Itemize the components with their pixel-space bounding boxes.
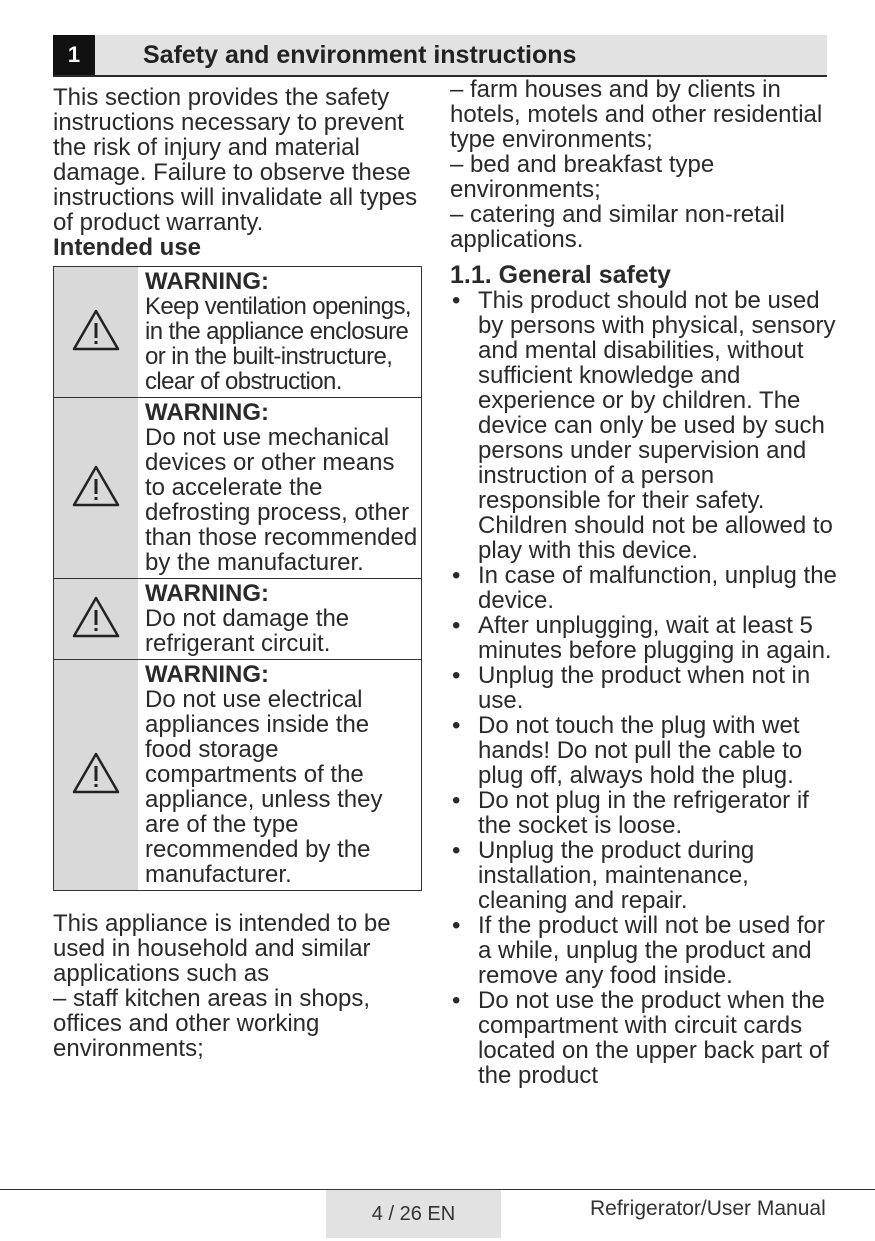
warning-title: WARNING:: [145, 661, 269, 688]
warning-text: Keep ventilation openings, in the appliance enclosure or in the built-instructure, clear of obstruction.: [145, 293, 411, 395]
usage-item: – staff kitchen areas in shops, offices and other working environments;: [53, 985, 371, 1062]
section-header: [53, 35, 827, 77]
warning-text: Do not use mechanical devices or other means to accelerate the defrosting process, other than those recommended by the manufacturer.: [145, 424, 418, 576]
warning-row: [54, 267, 422, 398]
page-number: 4 / 26 EN: [326, 1190, 501, 1238]
right-column: [450, 77, 840, 1088]
warning-title: WARNING:: [145, 268, 269, 295]
usage-item: – bed and breakfast type environments;: [450, 151, 715, 203]
manual-title: Refrigerator/User Manual: [590, 1197, 826, 1220]
list-item: • This product should not be used by persons with physical, sensory and mental disabilities, without sufficient knowledge and experience or by children. The device can only be used by such persons under supervision and instruction of a person responsible for their safety. Children should not be allowed to play with this device.: [450, 288, 840, 563]
list-item: • Unplug the product when not in use.: [450, 663, 840, 713]
warnings-table: [53, 266, 422, 891]
warning-row: [54, 579, 422, 660]
list-item: • In case of malfunction, unplug the device.: [450, 563, 840, 613]
usage-paragraph: This appliance is intended to be used in household and similar applications such as: [53, 910, 391, 987]
section-title: Safety and environment instructions: [143, 41, 577, 69]
list-item: • Unplug the product during installation, maintenance, cleaning and repair.: [450, 838, 840, 913]
warning-row: [54, 398, 422, 579]
usage-item: – farm houses and by clients in hotels, motels and other residential type environments;: [450, 76, 823, 153]
list-item: • Do not plug in the refrigerator if the socket is loose.: [450, 788, 840, 838]
warning-title: WARNING:: [145, 399, 269, 426]
warning-triangle-icon: [71, 464, 121, 508]
intended-use-heading: Intended use: [53, 234, 202, 261]
warning-triangle-icon: [71, 595, 121, 639]
list-item: • After unplugging, wait at least 5 minutes before plugging in again.: [450, 613, 840, 663]
warning-title: WARNING:: [145, 580, 269, 607]
warning-triangle-icon: [71, 308, 121, 352]
warning-text: Do not damage the refrigerant circuit.: [145, 605, 350, 657]
warning-text: Do not use electrical appliances inside the food storage compartments of the appliance, unless they are of the type recommended by the manufacturer.: [145, 686, 383, 888]
safety-bullet-list: [450, 288, 840, 1088]
warning-triangle-icon: [71, 751, 121, 795]
list-item: • Do not touch the plug with wet hands! Do not pull the cable to plug off, always hold the plug.: [450, 713, 840, 788]
list-item: • Do not use the product when the compartment with circuit cards located on the upper back part of the product: [450, 988, 840, 1088]
warning-row: [54, 660, 422, 891]
list-item: • If the product will not be used for a while, unplug the product and remove any food inside.: [450, 913, 840, 988]
general-safety-heading: 1.1. General safety: [450, 261, 671, 289]
chapter-number: 1: [53, 35, 95, 75]
usage-item: – catering and similar non-retail applications.: [450, 201, 785, 253]
intro-paragraph: This section provides the safety instructions necessary to prevent the risk of injury and material damage. Failure to observe these instructions will invalidate all types of product warranty.: [53, 84, 418, 236]
left-column: [53, 85, 423, 1061]
